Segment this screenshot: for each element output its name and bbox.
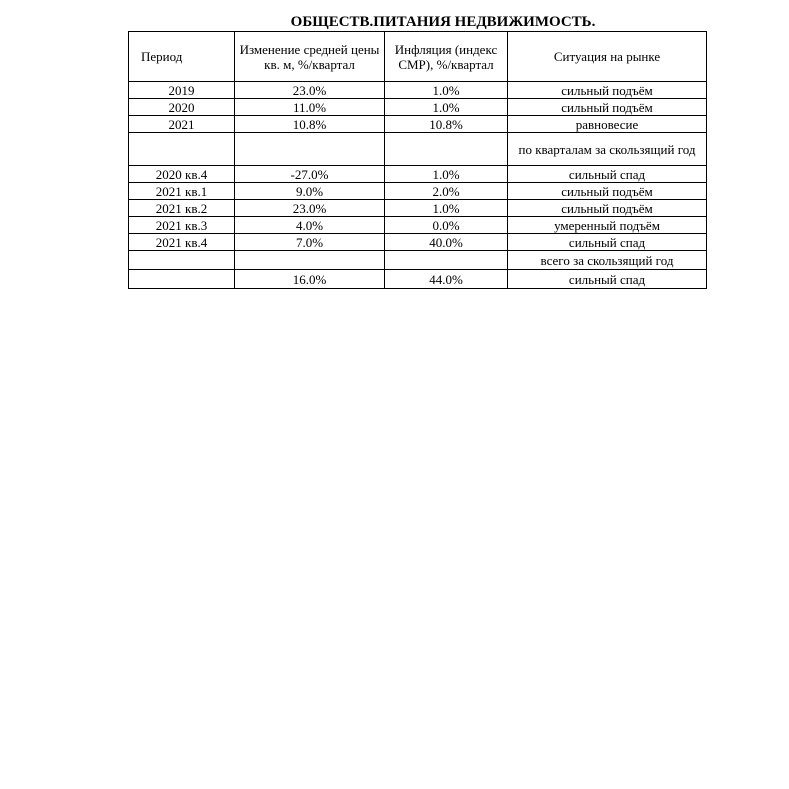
cell-period: 2021 кв.2	[129, 200, 235, 217]
table-row	[129, 217, 707, 234]
table-row	[129, 82, 707, 99]
cell-inflation: 40.0%	[385, 234, 508, 251]
table-row	[129, 183, 707, 200]
cell-market: равновесие	[508, 116, 707, 133]
cell-price-change: 9.0%	[235, 183, 385, 200]
cell-period: 2019	[129, 82, 235, 99]
cell-period: 2021 кв.4	[129, 234, 235, 251]
cell-price-change: 4.0%	[235, 217, 385, 234]
cell-price-change	[235, 133, 385, 166]
cell-inflation	[385, 251, 508, 270]
cell-inflation: 1.0%	[385, 82, 508, 99]
table-row	[129, 234, 707, 251]
cell-inflation: 0.0%	[385, 217, 508, 234]
cell-period: 2021	[129, 116, 235, 133]
table-row	[129, 166, 707, 183]
cell-inflation: 44.0%	[385, 270, 508, 289]
cell-market: умеренный подъём	[508, 217, 707, 234]
cell-period: 2020	[129, 99, 235, 116]
table-row	[129, 251, 707, 270]
cell-market: сильный подъём	[508, 99, 707, 116]
cell-price-change: 23.0%	[235, 82, 385, 99]
cell-period	[129, 270, 235, 289]
cell-market: сильный подъём	[508, 183, 707, 200]
cell-market: сильный спад	[508, 166, 707, 183]
table-header-row	[129, 32, 707, 82]
cell-price-change: 23.0%	[235, 200, 385, 217]
header-market: Ситуация на рынке	[508, 32, 707, 82]
table-row	[129, 270, 707, 289]
header-price-change: Изменение средней цены кв. м, %/квартал	[235, 32, 385, 82]
cell-price-change	[235, 251, 385, 270]
cell-price-change: 16.0%	[235, 270, 385, 289]
table-row	[129, 133, 707, 166]
cell-period	[129, 133, 235, 166]
cell-inflation: 10.8%	[385, 116, 508, 133]
market-table	[128, 31, 707, 289]
cell-market: всего за скользящий год	[508, 251, 707, 270]
cell-market: сильный спад	[508, 234, 707, 251]
table-row	[129, 99, 707, 116]
cell-market: сильный подъём	[508, 82, 707, 99]
cell-price-change: 10.8%	[235, 116, 385, 133]
document-title: ОБЩЕСТВ.ПИТАНИЯ НЕДВИЖИМОСТЬ.	[290, 14, 596, 30]
cell-market: сильный подъём	[508, 200, 707, 217]
cell-period: 2021 кв.1	[129, 183, 235, 200]
cell-price-change: 7.0%	[235, 234, 385, 251]
table-row	[129, 116, 707, 133]
cell-market: сильный спад	[508, 270, 707, 289]
table-row	[129, 200, 707, 217]
cell-inflation: 1.0%	[385, 99, 508, 116]
cell-inflation: 1.0%	[385, 200, 508, 217]
cell-price-change: 11.0%	[235, 99, 385, 116]
cell-period	[129, 251, 235, 270]
cell-inflation	[385, 133, 508, 166]
cell-period: 2020 кв.4	[129, 166, 235, 183]
cell-price-change: -27.0%	[235, 166, 385, 183]
cell-inflation: 1.0%	[385, 166, 508, 183]
cell-market: по кварталам за скользящий год	[508, 133, 707, 166]
cell-inflation: 2.0%	[385, 183, 508, 200]
cell-period: 2021 кв.3	[129, 217, 235, 234]
header-period: Период	[129, 32, 235, 82]
header-inflation: Инфляция (индекс СМР), %/квартал	[385, 32, 508, 82]
